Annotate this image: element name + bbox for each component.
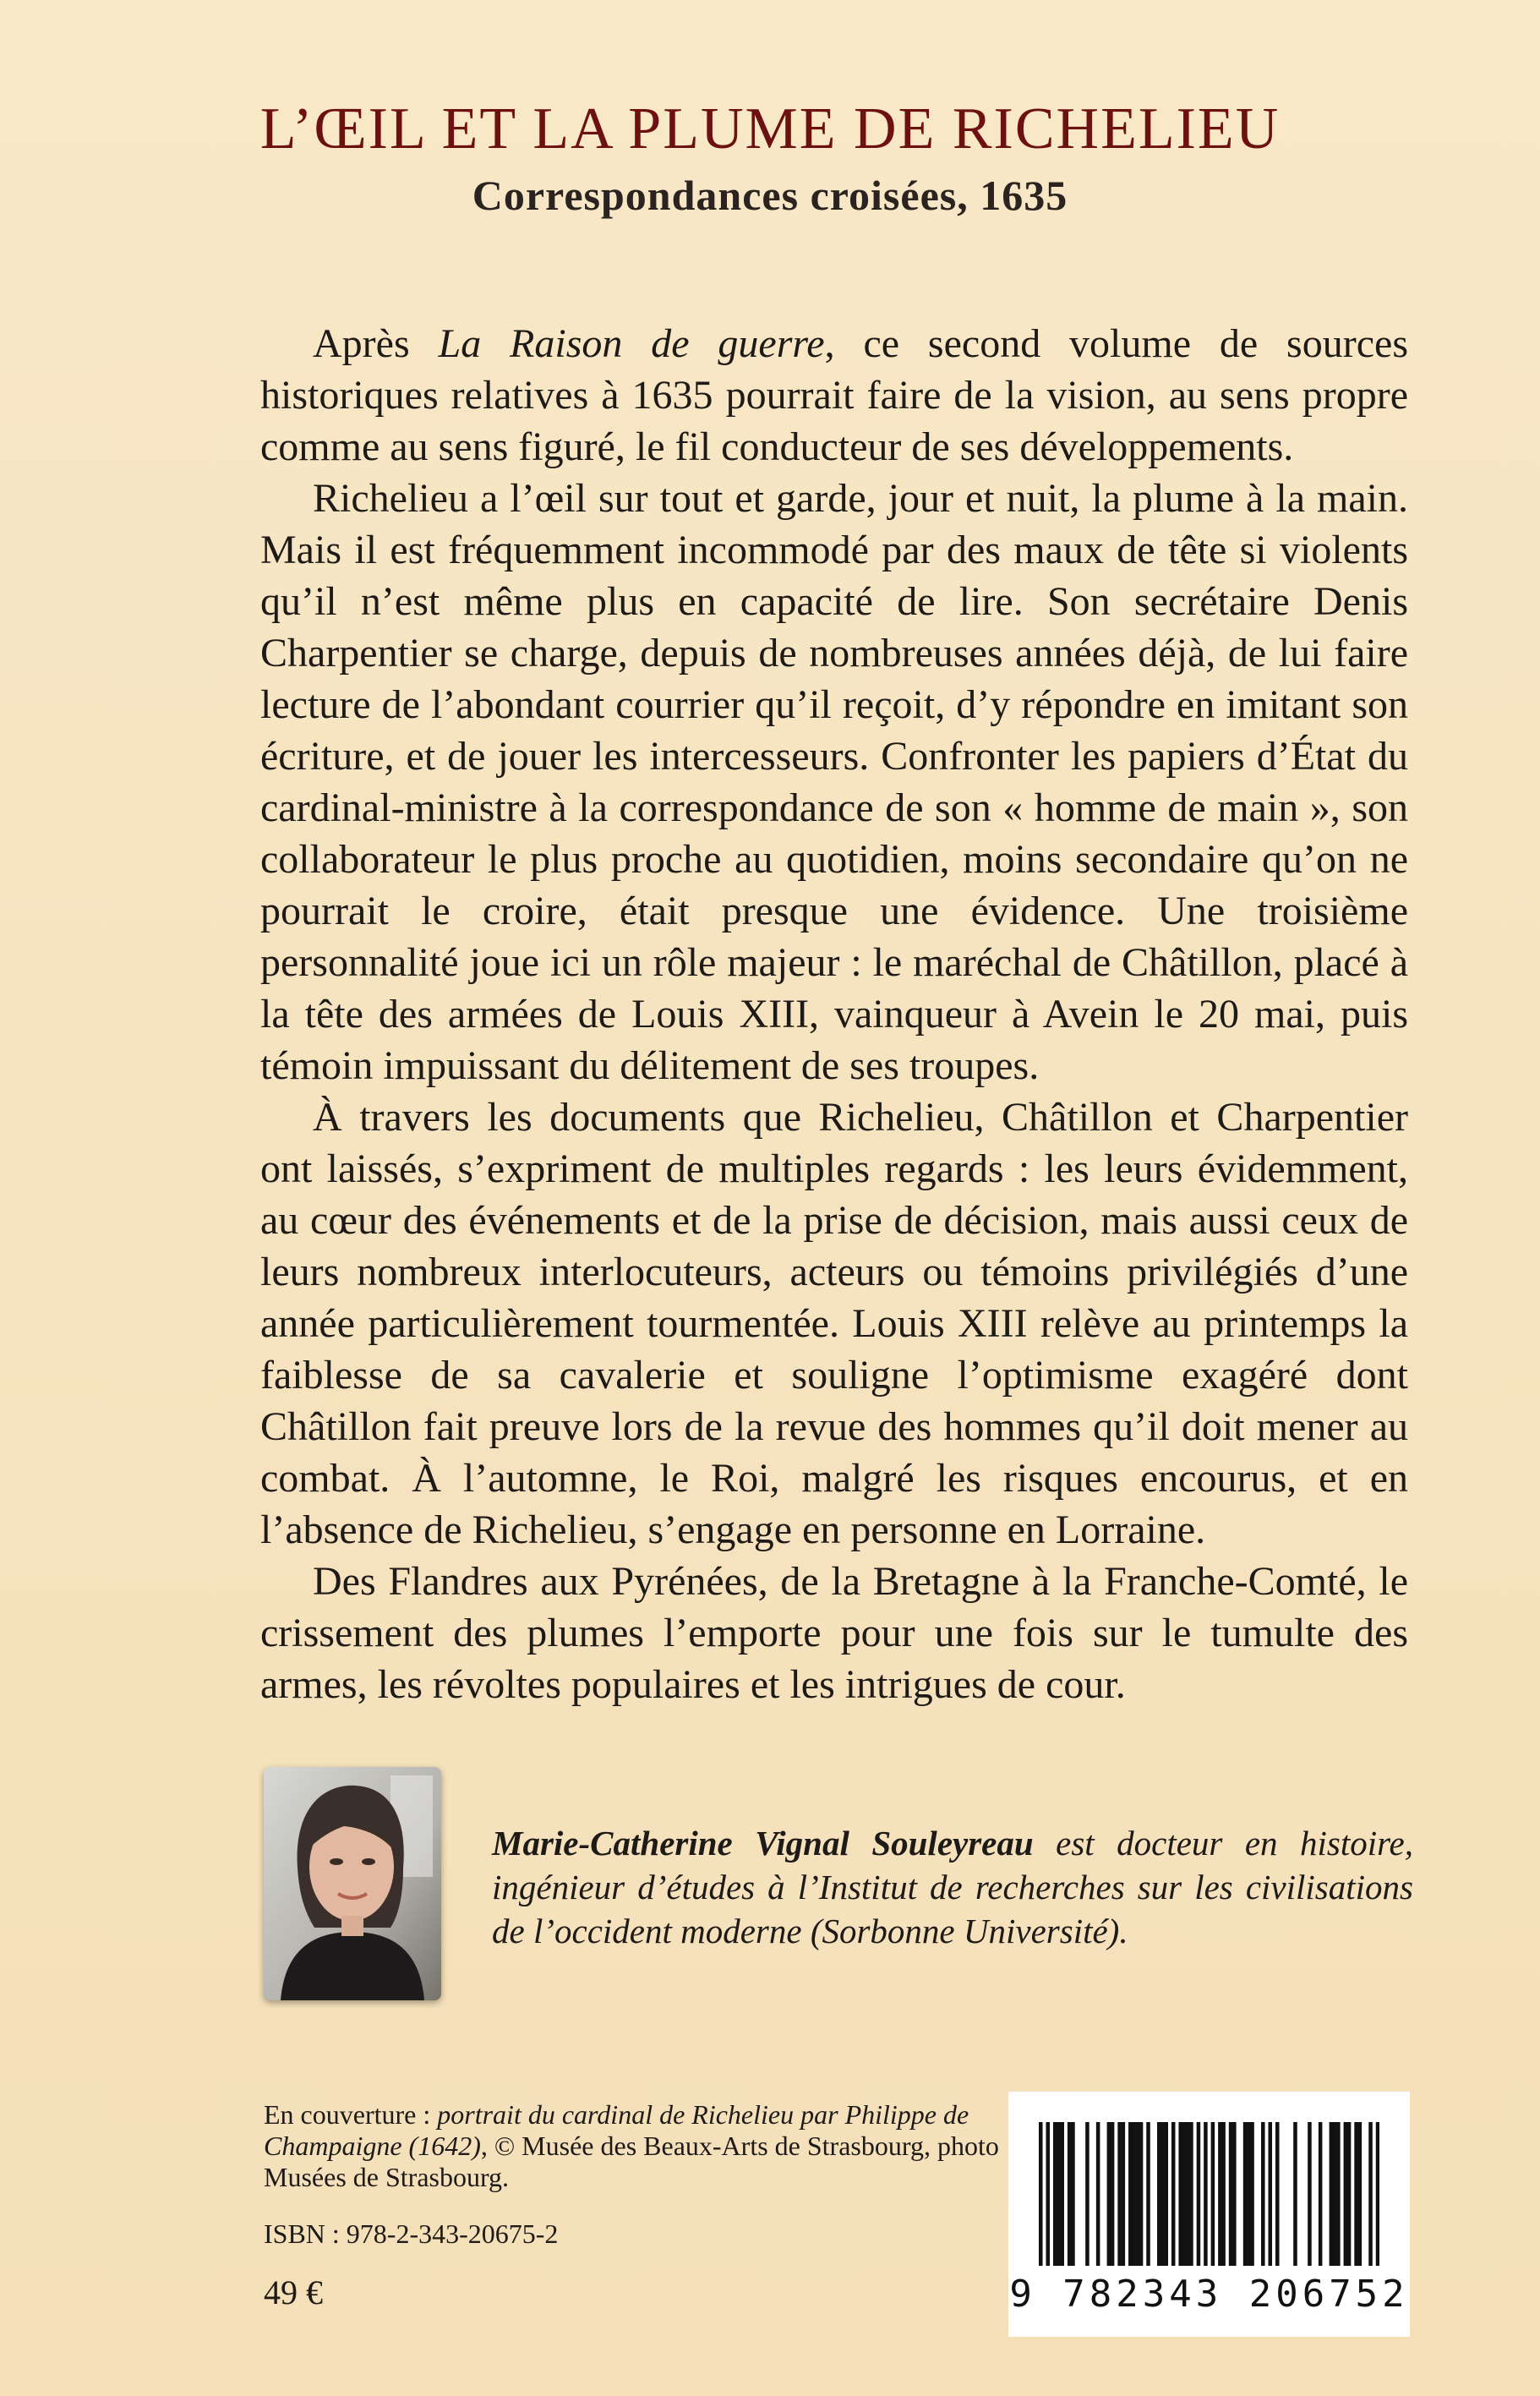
author-description: est docteur en histoire, ingénieur d’études à l’Institut de recherches sur les civilisations de l’occident moderne (Sorbonne Université). — [492, 1824, 1413, 1950]
barcode-bar — [1197, 2122, 1201, 2266]
barcode-bar — [1107, 2122, 1111, 2266]
barcode-bar — [1376, 2122, 1379, 2266]
barcode-bar — [1071, 2122, 1075, 2266]
barcode-bar — [1218, 2122, 1222, 2266]
barcode-bar — [1293, 2122, 1297, 2266]
barcode-bar — [1261, 2122, 1265, 2266]
barcode-bar — [1247, 2122, 1251, 2266]
blurb-p1-end: , ce second volume de sources historiques relatives à 1635 pourrait faire de la vision, au sens propre comme au sens figuré, le fil conducteur de ses développements. — [260, 321, 1408, 469]
blurb-paragraph-1 — [260, 318, 1408, 473]
barcode-bar — [1319, 2122, 1323, 2266]
author-section — [264, 1767, 1413, 2004]
barcode-bar — [1336, 2122, 1341, 2266]
barcode-bar — [1189, 2122, 1193, 2266]
barcode-bars — [1039, 2122, 1379, 2266]
barcode-bar — [1268, 2122, 1272, 2266]
barcode-bar — [1132, 2122, 1136, 2266]
barcode-bar — [1182, 2122, 1187, 2266]
barcode-bar — [1060, 2122, 1064, 2266]
blurb-paragraph-2: Richelieu a l’œil sur tout et garde, jour et nuit, la plume à la main. Mais il est fréquemment incommodé par des maux de tête si violents qu’il n’est même plus en capacité de lire. Son secrétaire Denis Charpentier se charge, depuis de nombreuses années déjà, de lui faire lecture de l’abondant courrier qu’il reçoit, d’y répondre en imitant son écriture, et de jouer les intercesseurs. Confronter les papiers d’État du cardinal-ministre à la correspondance de son « homme de main », son collaborateur le plus proche au quotidien, moins secondaire qu’on ne pourrait le croire, était presque une évidence. Une troisième personnalité joue ici un rôle majeur : le maréchal de Châtillon, placé à la tête des armées de Louis XIII, vainqueur à Avein le 20 mai, puis témoin impuissant du délitement de ses troupes. — [260, 476, 1408, 1088]
blurb-p1-start: Après — [313, 321, 439, 366]
barcode-digits: 9 782343 206752 — [1009, 2273, 1409, 2316]
barcode-bar — [1308, 2122, 1312, 2266]
blurb-paragraph-3: À travers les documents que Richelieu, Châtillon et Charpentier ont laissés, s’expriment de multiples regards : les leurs évidemment, au cœur des événements et de la prise de décision, mais aussi ceux de leurs nombreux interlocuteurs, acteurs ou témoins privilégiés d’une année particulièrement tourmentée. Louis XIII relève au printemps la faiblesse de sa cavalerie et souligne l’optimisme exagéré dont Châtillon fait preuve lors de la revue des hommes qu’il doit mener au combat. À l’automne, le Roi, malgré les risques encourus, et en l’absence de Richelieu, s’engage en personne en Lorraine. — [260, 1095, 1408, 1552]
barcode-bar — [1136, 2122, 1140, 2266]
barcode-bar — [1053, 2122, 1057, 2266]
author-portrait-image — [264, 1767, 441, 2000]
barcode-bar — [1275, 2122, 1280, 2266]
price: 49 € — [264, 2273, 323, 2311]
barcode-bar — [1354, 2122, 1358, 2266]
barcode-bar — [1128, 2122, 1133, 2266]
barcode-bar — [1122, 2122, 1126, 2266]
cover-credits-source: , © Musée des Beaux-Arts de Strasbourg, photo Musées de Strasbourg. — [264, 2131, 999, 2192]
barcode-bar — [1186, 2122, 1190, 2266]
barcode-bar — [1333, 2122, 1337, 2266]
barcode-bar — [1232, 2122, 1237, 2266]
barcode-bar — [1368, 2122, 1373, 2266]
isbn: ISBN : 978-2-343-20675-2 — [264, 2218, 559, 2249]
barcode-bar — [1146, 2122, 1150, 2266]
blurb-p1-book-reference: La Raison de guerre — [438, 321, 825, 366]
barcode-bar — [1243, 2122, 1248, 2266]
cover-credits-lead: En couverture : — [264, 2099, 438, 2130]
barcode-bar — [1039, 2122, 1043, 2266]
book-subtitle: Correspondances croisées, 1635 — [472, 172, 1068, 219]
barcode-bar — [1160, 2122, 1165, 2266]
barcode-bar — [1211, 2122, 1215, 2266]
cover-credits-artwork: portrait du cardinal de Richelieu par Philippe de Champaigne (1642) — [264, 2099, 969, 2161]
barcode-bar — [1330, 2122, 1334, 2266]
author-bio — [492, 1821, 1413, 1953]
barcode-bar — [1204, 2122, 1208, 2266]
barcode-bar — [1096, 2122, 1100, 2266]
barcode — [1008, 2092, 1410, 2337]
barcode-bar — [1046, 2122, 1050, 2266]
barcode-bar — [1139, 2122, 1144, 2266]
author-name: Marie-Catherine Vignal Souleyreau — [492, 1824, 1034, 1863]
cover-credits — [264, 2099, 999, 2193]
barcode-bar — [1085, 2122, 1089, 2266]
barcode-bar — [1347, 2122, 1352, 2266]
barcode-bar — [1068, 2122, 1072, 2266]
barcode-bar — [1221, 2122, 1226, 2266]
barcode-bar — [1057, 2122, 1061, 2266]
barcode-bar — [1358, 2122, 1363, 2266]
barcode-bar — [1178, 2122, 1182, 2266]
barcode-bar — [1164, 2122, 1168, 2266]
barcode-bar — [1229, 2122, 1233, 2266]
blurb-paragraph-4: Des Flandres aux Pyrénées, de la Bretagne à la Franche-Comté, le crissement des plumes l’emporte pour une fois sur le tumulte des armes, les révoltes populaires et les intrigues de cour. — [260, 1559, 1408, 1707]
blurb — [260, 318, 1408, 1710]
barcode-bar — [1111, 2122, 1115, 2266]
barcode-bar — [1250, 2122, 1254, 2266]
author-photo — [264, 1767, 441, 2000]
barcode-bar — [1157, 2122, 1161, 2266]
barcode-bar — [1117, 2122, 1122, 2266]
barcode-bar — [1344, 2122, 1348, 2266]
book-title: L’ŒIL ET LA PLUME DE RICHELIEU — [259, 96, 1281, 161]
barcode-bar — [1171, 2122, 1176, 2266]
